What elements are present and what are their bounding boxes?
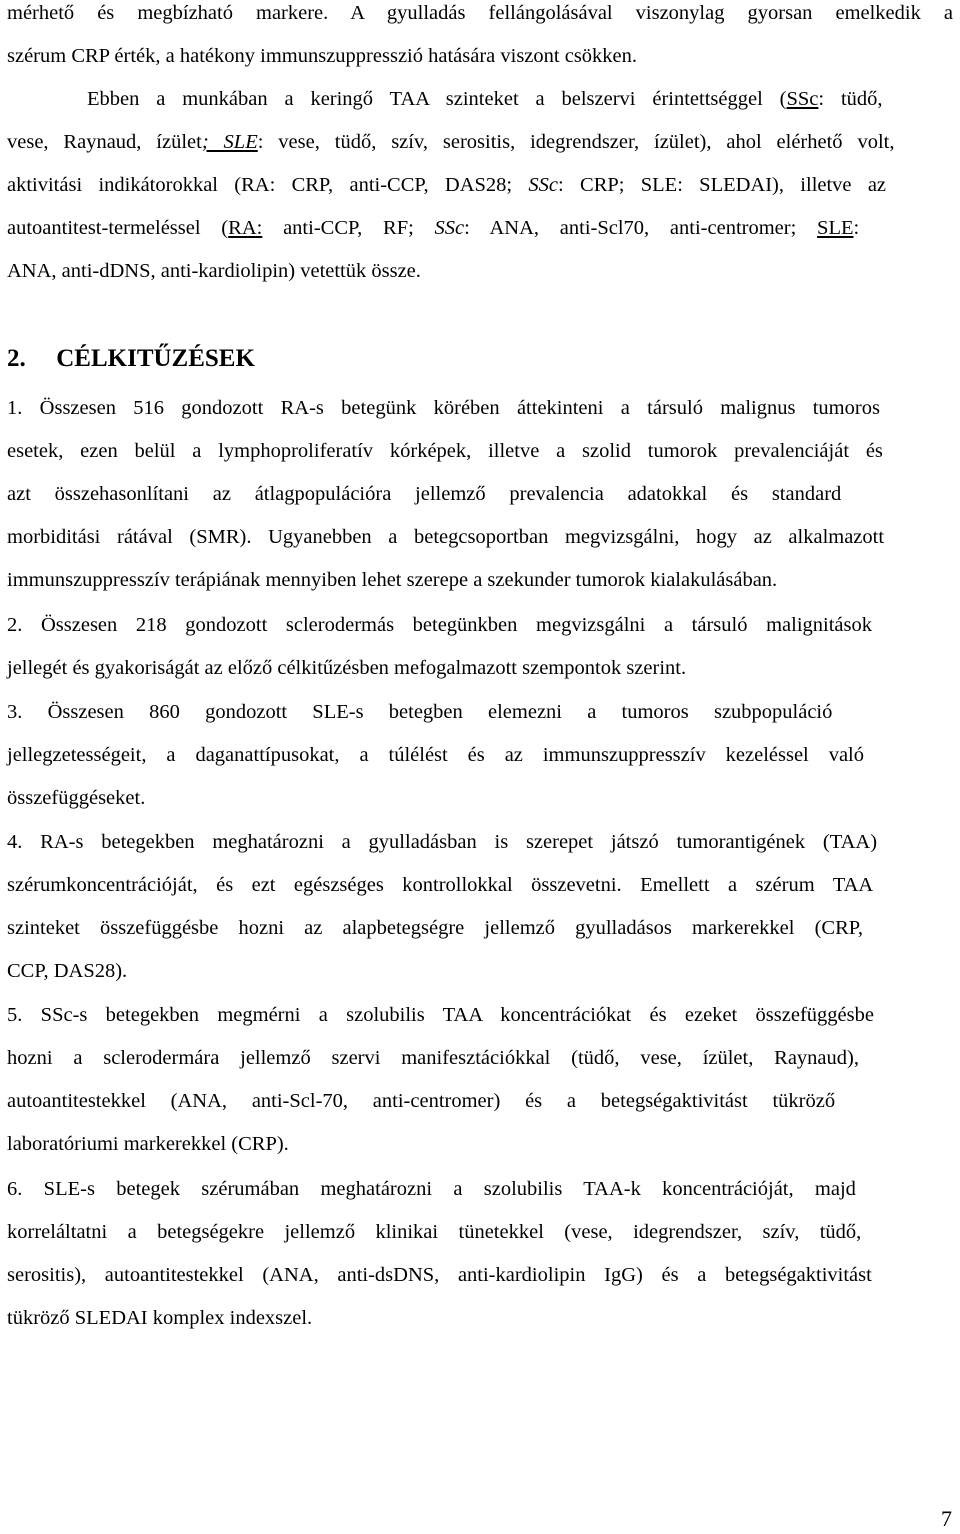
intro-text: : tüdő, xyxy=(818,88,883,110)
goal-text: szérumkoncentrációját, és ezt egészséges kontrollokkal összevetni. Emellett a szérum TAA xyxy=(7,874,874,896)
goal-4-line-4 xyxy=(7,961,127,982)
underlined-term: ; SLE xyxy=(201,131,258,153)
goal-6-line-1 xyxy=(7,1179,856,1200)
intro-text: aktivitási indikátorokkal (RA: CRP, anti-CCP, DAS28; xyxy=(7,174,529,196)
goal-text: jellegzetességeit, a daganattípusokat, a túlélést és az immunszuppresszív kezeléssel való xyxy=(7,744,864,766)
goal-text: jellegét és gyakoriságát az előző célkitűzésben mefogalmazott szempontok szerint. xyxy=(7,657,687,679)
goal-text: 1. Összesen 516 gondozott RA-s betegünk körében áttekinteni a társuló malignus tumoros xyxy=(7,397,880,419)
page-number: 7 xyxy=(941,1506,952,1531)
underlined-term: SLE xyxy=(817,217,854,239)
intro-line-2 xyxy=(7,46,637,67)
goal-4-line-1 xyxy=(7,832,877,853)
intro-text: : ANA, anti-Scl70, anti-centromer; xyxy=(464,217,818,239)
goal-5-line-3 xyxy=(7,1091,835,1112)
goal-text: azt összehasonlítani az átlagpopulációra jellemző prevalencia adatokkal és standard xyxy=(7,483,842,505)
goal-5-line-4 xyxy=(7,1134,289,1155)
goal-4-line-3 xyxy=(7,918,863,939)
goal-1-line-5 xyxy=(7,570,777,591)
goal-1-line-4 xyxy=(7,527,884,548)
goal-text: 4. RA-s betegekben meghatározni a gyulladásban is szerepet játszó tumorantigének (TAA) xyxy=(7,831,878,853)
underlined-term: RA: xyxy=(228,217,263,239)
goal-1-line-2 xyxy=(7,441,883,462)
intro-text: ANA, anti-dDNS, anti-kardiolipin) vetettük össze. xyxy=(7,260,421,282)
goal-text: morbiditási rátával (SMR). Ugyanebben a betegcsoportban megvizsgálni, hogy az alkalmazott xyxy=(7,526,885,548)
intro-text: autoantitest-termeléssel ( xyxy=(7,217,229,239)
goal-text: autoantitestekkel (ANA, anti-Scl-70, anti-centromer) és a betegségaktivitást tükröző xyxy=(7,1090,836,1112)
goal-text: serositis), autoantitestekkel (ANA, anti-dsDNS, anti-kardiolipin IgG) és a betegségaktivitást xyxy=(7,1264,872,1286)
intro-line-3 xyxy=(87,89,883,110)
italic-term: SSc xyxy=(528,174,559,196)
intro-line-7 xyxy=(7,261,421,282)
goal-2-line-1 xyxy=(7,615,872,636)
intro-line-1 xyxy=(7,3,953,24)
intro-line-4 xyxy=(7,132,894,153)
goal-text: 6. SLE-s betegek szérumában meghatározni a szolubilis TAA-k koncentrációját, majd xyxy=(7,1178,856,1200)
goal-text: hozni a sclerodermára jellemző szervi manifesztációkkal (tüdő, vese, ízület, Raynaud), xyxy=(7,1047,859,1069)
goal-3-line-2 xyxy=(7,745,864,766)
intro-line-6 xyxy=(7,218,859,239)
intro-text: anti-CCP, RF; xyxy=(262,217,435,239)
goal-text: 3. Összesen 860 gondozott SLE-s betegben elemezni a tumoros szubpopuláció xyxy=(7,701,833,723)
intro-line-5 xyxy=(7,175,886,196)
goal-3-line-1 xyxy=(7,702,832,723)
intro-text: : CRP; SLE: SLEDAI), illetve az xyxy=(558,174,887,196)
intro-text: : xyxy=(853,217,860,239)
goal-3-line-3 xyxy=(7,788,145,809)
goal-text: immunszuppresszív terápiának mennyiben lehet szerepe a szekunder tumorok kialakulásában. xyxy=(7,569,778,591)
section-title: CÉLKITŰZÉSEK xyxy=(56,345,255,372)
goal-1-line-3 xyxy=(7,484,841,505)
goal-6-line-3 xyxy=(7,1265,872,1286)
intro-text: szérum CRP érték, a hatékony immunszuppresszió hatására viszont csökken. xyxy=(7,45,638,67)
goal-text: tükröző SLEDAI komplex indexszel. xyxy=(7,1307,313,1329)
goal-text: összefüggéseket. xyxy=(7,787,146,809)
intro-text: Ebben a munkában a keringő TAA szinteket a belszervi érintettséggel ( xyxy=(87,88,787,110)
goal-1-line-1 xyxy=(7,398,880,419)
section-heading xyxy=(7,346,255,371)
goal-6-line-4 xyxy=(7,1308,312,1329)
intro-text: : vese, tüdő, szív, serositis, idegrendszer, ízület), ahol elérhető volt, xyxy=(257,131,895,153)
section-number: 2. xyxy=(7,345,26,372)
intro-text: mérhető és megbízható markere. A gyulladás fellángolásával viszonylag gyorsan emelkedik a xyxy=(7,2,953,24)
goal-text: szinteket összefüggésbe hozni az alapbetegségre jellemző gyulladásos markerekkel (CRP, xyxy=(7,917,864,939)
goal-2-line-2 xyxy=(7,658,686,679)
goal-text: laboratóriumi markerekkel (CRP). xyxy=(7,1133,289,1155)
goal-6-line-2 xyxy=(7,1222,861,1243)
goal-text: CCP, DAS28). xyxy=(7,960,128,982)
goal-text: esetek, ezen belül a lymphoproliferatív kórképek, illetve a szolid tumorok prevalenciáját és xyxy=(7,440,883,462)
intro-text: vese, Raynaud, ízület xyxy=(7,131,202,153)
goal-text: korreláltatni a betegségekre jellemző klinikai tünetekkel (vese, idegrendszer, szív, tüdő, xyxy=(7,1221,862,1243)
goal-text: 2. Összesen 218 gondozott sclerodermás betegünkben megvizsgálni a társuló malignitások xyxy=(7,614,873,636)
goal-5-line-1 xyxy=(7,1005,874,1026)
goal-text: 5. SSc-s betegekben megmérni a szolubilis TAA koncentrációkat és ezeket összefüggésbe xyxy=(7,1004,874,1026)
underlined-term: SSc xyxy=(786,88,819,110)
goal-5-line-2 xyxy=(7,1048,859,1069)
italic-term: SSc xyxy=(434,217,465,239)
goal-4-line-2 xyxy=(7,875,873,896)
